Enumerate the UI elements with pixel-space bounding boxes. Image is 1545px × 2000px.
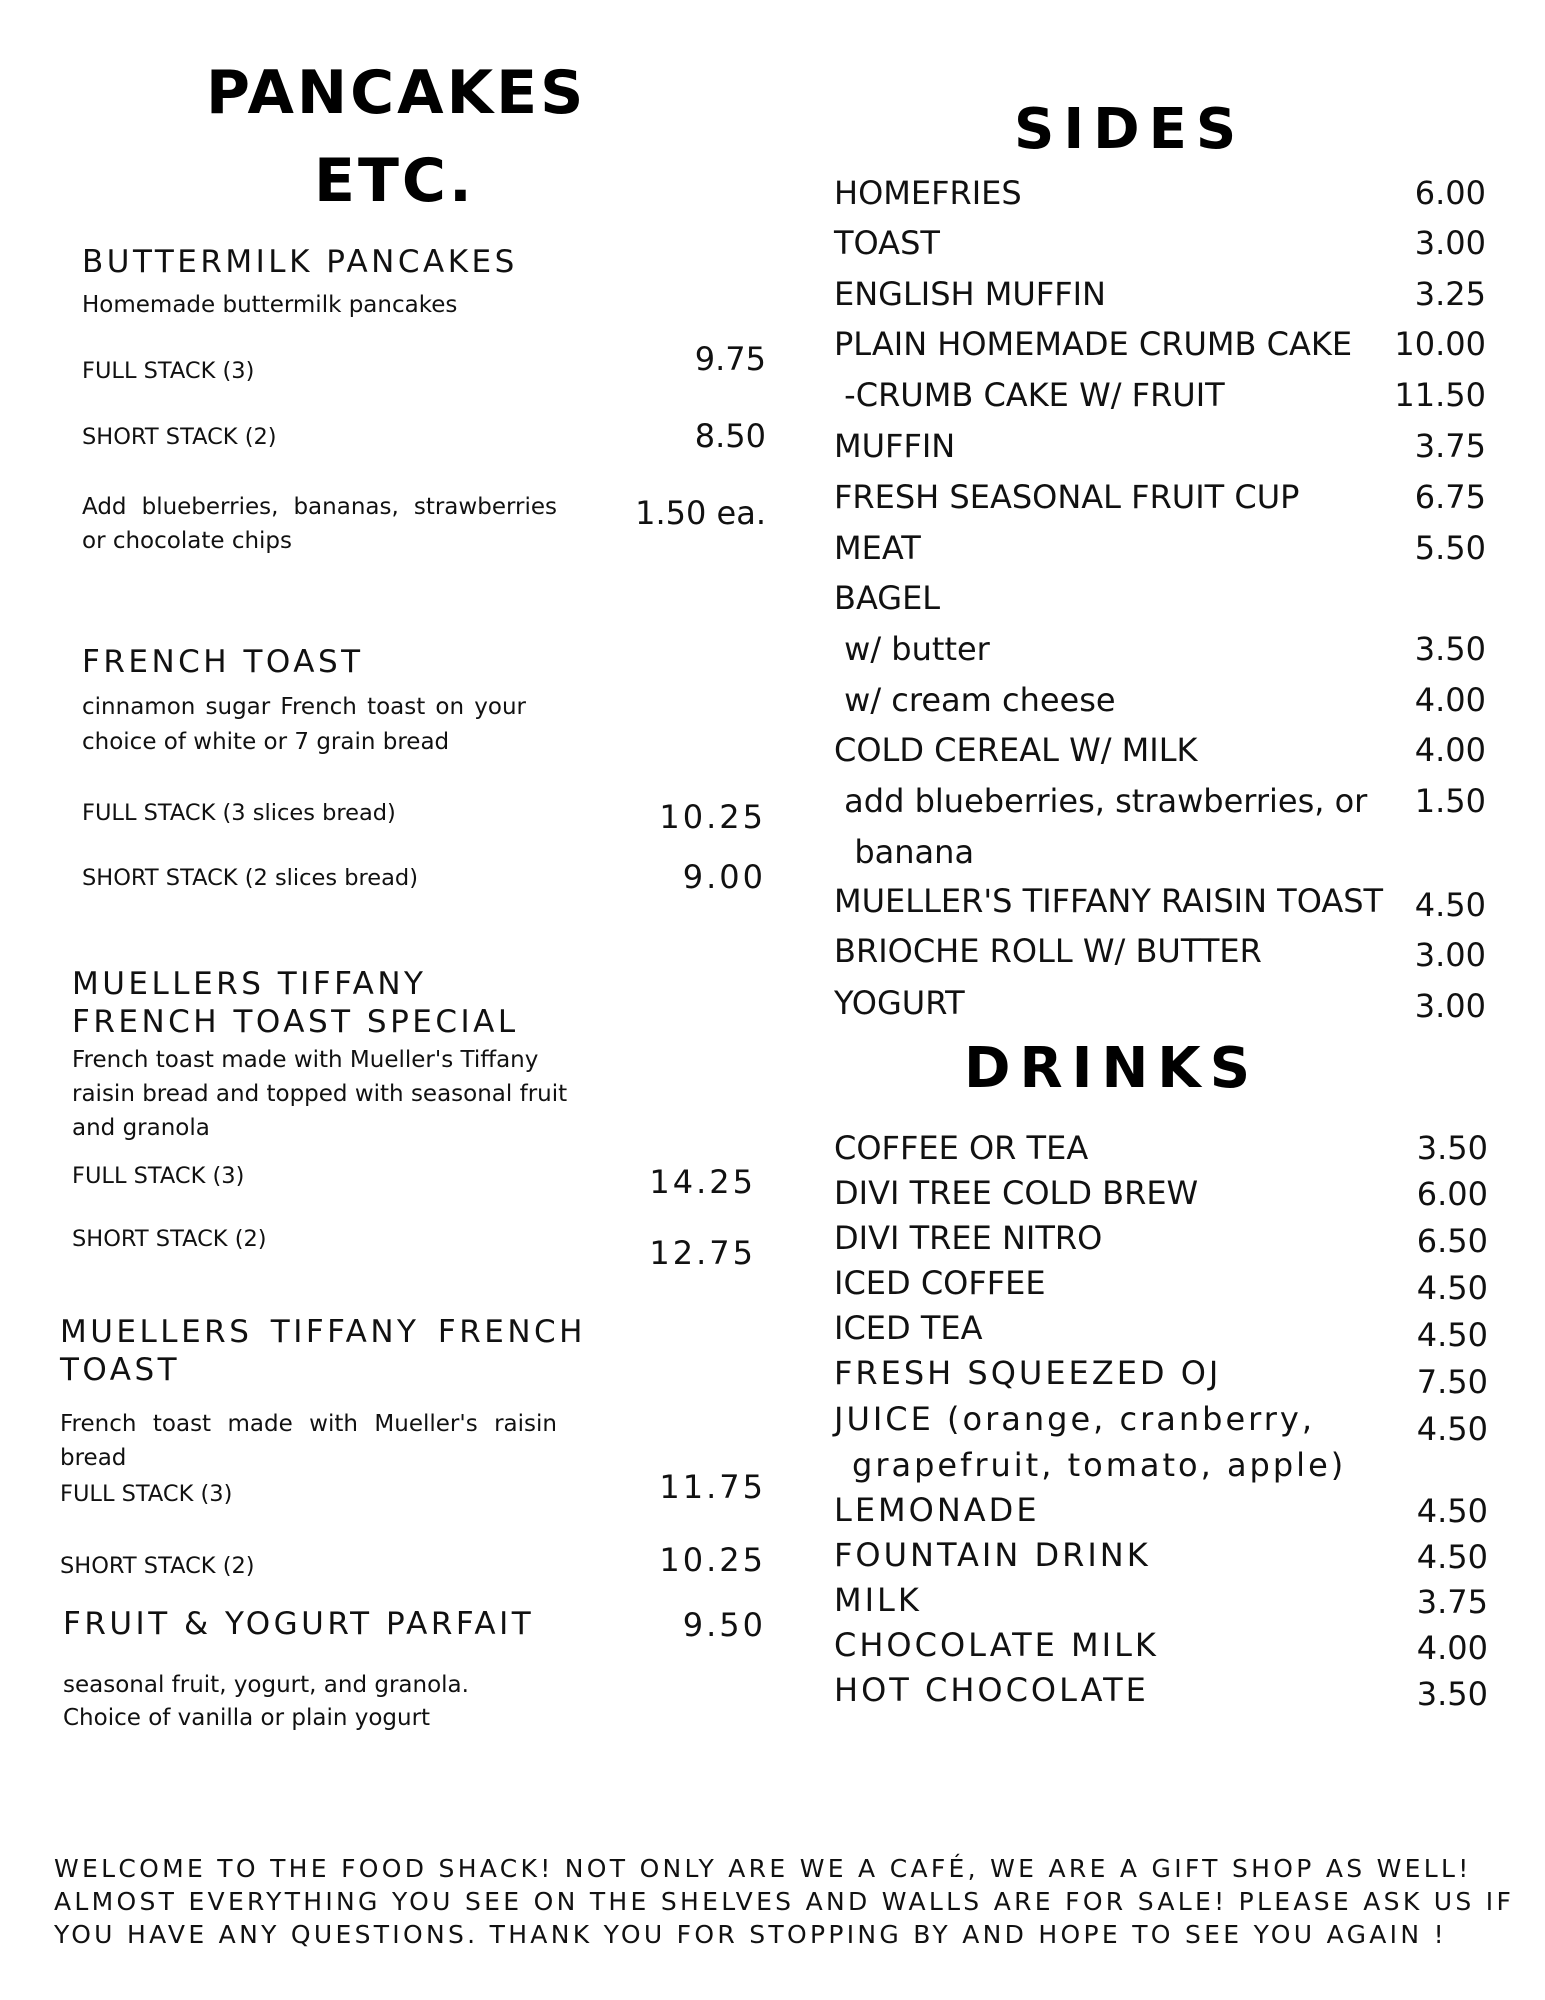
side-item-name: MUELLER'S TIFFANY RAISIN TOAST <box>834 882 1384 920</box>
side-item-name: BAGEL <box>834 579 941 617</box>
side-item-name: banana <box>834 833 975 871</box>
side-item-name: add blueberries, strawberries, or <box>834 782 1368 820</box>
parfait-desc-line2: Choice of vanilla or plain yogurt <box>63 1705 431 1731</box>
mueller-toast-short-stack-price: 10.25 <box>659 1541 766 1579</box>
drink-item-price: 4.50 <box>1416 1316 1488 1354</box>
parfait-title: FRUIT & YOGURT PARFAIT <box>63 1606 535 1642</box>
drink-item-price: 4.00 <box>1416 1629 1488 1667</box>
mueller-special-title-line1: MUELLERS TIFFANY <box>72 966 427 1002</box>
sides-title: SIDES <box>1014 97 1246 162</box>
side-item-price: 3.00 <box>1414 224 1486 262</box>
drink-item-name: DIVI TREE NITRO <box>834 1219 1103 1257</box>
side-item-price: 3.00 <box>1414 936 1486 974</box>
pancakes-title-line2: ETC. <box>314 146 475 216</box>
side-item-name: PLAIN HOMEMADE CRUMB CAKE <box>834 325 1353 363</box>
side-item-price: 6.00 <box>1414 174 1486 212</box>
french-toast-desc-line2: choice of white or 7 grain bread <box>82 729 450 755</box>
drink-item-name: grapefruit, tomato, apple) <box>852 1446 1347 1484</box>
side-item-price: 4.00 <box>1414 681 1486 719</box>
pancakes-title-line1: PANCAKES <box>206 58 587 128</box>
drink-item-price: 6.50 <box>1416 1222 1488 1260</box>
side-item-name: BRIOCHE ROLL W/ BUTTER <box>834 932 1262 970</box>
side-item-name: MUFFIN <box>834 427 956 465</box>
mueller-special-desc-line1: French toast made with Mueller's Tiffany <box>72 1047 539 1073</box>
drink-item-price: 4.50 <box>1416 1492 1488 1530</box>
french-toast-full-stack-label: FULL STACK (3 slices bread) <box>82 800 396 826</box>
drink-item-name: DIVI TREE COLD BREW <box>834 1174 1199 1212</box>
side-item-price: 1.50 <box>1414 782 1486 820</box>
drink-item-name: MILK <box>834 1581 922 1619</box>
mueller-toast-short-stack-label: SHORT STACK (2) <box>60 1553 255 1579</box>
parfait-price: 9.50 <box>682 1606 766 1644</box>
side-item-price: 10.00 <box>1394 325 1486 363</box>
drink-item-price: 4.50 <box>1416 1269 1488 1307</box>
side-item-name: HOMEFRIES <box>834 174 1022 212</box>
side-item-price: 4.50 <box>1414 886 1486 924</box>
side-item-name: ENGLISH MUFFIN <box>834 275 1106 313</box>
french-toast-full-stack-price: 10.25 <box>659 798 766 836</box>
side-item-price: 6.75 <box>1414 478 1486 516</box>
mueller-toast-title-line1: MUELLERS TIFFANY FRENCH <box>60 1314 586 1350</box>
side-item-price: 3.25 <box>1414 275 1486 313</box>
side-item-price: 5.50 <box>1414 529 1486 567</box>
french-toast-desc-line1: cinnamon sugar French toast on your <box>82 694 526 720</box>
mueller-toast-desc-line1: French toast made with Mueller's raisin <box>60 1411 557 1437</box>
side-item-name: -CRUMB CAKE W/ FRUIT <box>834 376 1225 414</box>
french-toast-short-stack-price: 9.00 <box>682 858 766 896</box>
side-item-name: FRESH SEASONAL FRUIT CUP <box>834 478 1300 516</box>
drink-item-price: 7.50 <box>1416 1363 1488 1401</box>
drink-item-name: CHOCOLATE MILK <box>834 1626 1159 1664</box>
side-item-price: 3.75 <box>1414 427 1486 465</box>
buttermilk-short-stack-label: SHORT STACK (2) <box>82 424 277 450</box>
drink-item-name: JUICE (orange, cranberry, <box>834 1400 1315 1438</box>
parfait-desc-line1: seasonal fruit, yogurt, and granola. <box>63 1672 469 1698</box>
drink-item-price: 4.50 <box>1416 1538 1488 1576</box>
side-item-price: 11.50 <box>1394 376 1486 414</box>
mueller-special-desc-line3: and granola <box>72 1115 210 1141</box>
side-item-name: YOGURT <box>834 984 965 1022</box>
drink-item-name: FOUNTAIN DRINK <box>834 1536 1151 1574</box>
french-toast-short-stack-label: SHORT STACK (2 slices bread) <box>82 865 418 891</box>
side-item-price: 4.00 <box>1414 731 1486 769</box>
drink-item-price: 6.00 <box>1416 1175 1488 1213</box>
drinks-title: DRINKS <box>964 1036 1260 1101</box>
footer-line2: ALMOST EVERYTHING YOU SEE ON THE SHELVES AND WALLS ARE FOR SALE! PLEASE ASK US IF <box>54 1887 1515 1916</box>
mueller-special-short-stack-label: SHORT STACK (2) <box>72 1226 267 1252</box>
buttermilk-full-stack-label: FULL STACK (3) <box>82 358 255 384</box>
side-item-name: MEAT <box>834 529 921 567</box>
drink-item-name: ICED COFFEE <box>834 1264 1046 1302</box>
side-item-price: 3.00 <box>1414 987 1486 1025</box>
buttermilk-full-stack-price: 9.75 <box>694 340 766 378</box>
drink-item-price: 4.50 <box>1416 1410 1488 1448</box>
drink-item-name: LEMONADE <box>834 1491 1040 1529</box>
mueller-special-desc-line2: raisin bread and topped with seasonal fruit <box>72 1081 568 1107</box>
buttermilk-addon-line2: or chocolate chips <box>82 528 293 554</box>
buttermilk-short-stack-price: 8.50 <box>694 417 766 455</box>
buttermilk-pancakes-title: BUTTERMILK PANCAKES <box>82 244 518 280</box>
buttermilk-addon-price: 1.50 ea. <box>635 494 766 532</box>
footer-line3: YOU HAVE ANY QUESTIONS. THANK YOU FOR STOPPING BY AND HOPE TO SEE YOU AGAIN ! <box>54 1920 1447 1949</box>
drink-item-price: 3.50 <box>1416 1129 1488 1167</box>
mueller-toast-full-stack-price: 11.75 <box>659 1468 766 1506</box>
mueller-toast-desc-line2: bread <box>60 1445 127 1471</box>
mueller-special-full-stack-price: 14.25 <box>649 1163 756 1201</box>
drink-item-name: COFFEE OR TEA <box>834 1129 1089 1167</box>
drink-item-name: HOT CHOCOLATE <box>834 1671 1149 1709</box>
buttermilk-addon-line1: Add blueberries, bananas, strawberries <box>82 494 557 520</box>
mueller-special-short-stack-price: 12.75 <box>649 1234 756 1272</box>
french-toast-title: FRENCH TOAST <box>82 644 364 680</box>
mueller-special-full-stack-label: FULL STACK (3) <box>72 1163 245 1189</box>
mueller-toast-full-stack-label: FULL STACK (3) <box>60 1481 233 1507</box>
side-item-name: TOAST <box>834 224 940 262</box>
side-item-name: COLD CEREAL W/ MILK <box>834 731 1198 769</box>
mueller-toast-title-line2: TOAST <box>60 1352 181 1388</box>
drink-item-price: 3.75 <box>1416 1583 1488 1621</box>
footer-line1: WELCOME TO THE FOOD SHACK! NOT ONLY ARE WE A CAFÉ, WE ARE A GIFT SHOP AS WELL! <box>54 1854 1472 1883</box>
drink-item-price: 3.50 <box>1416 1675 1488 1713</box>
side-item-name: w/ butter <box>834 630 990 668</box>
mueller-special-title-line2: FRENCH TOAST SPECIAL <box>72 1004 519 1040</box>
drink-item-name: FRESH SQUEEZED OJ <box>834 1354 1222 1392</box>
buttermilk-pancakes-desc: Homemade buttermilk pancakes <box>82 292 458 318</box>
drink-item-name: ICED TEA <box>834 1309 983 1347</box>
side-item-price: 3.50 <box>1414 630 1486 668</box>
side-item-name: w/ cream cheese <box>834 681 1116 719</box>
